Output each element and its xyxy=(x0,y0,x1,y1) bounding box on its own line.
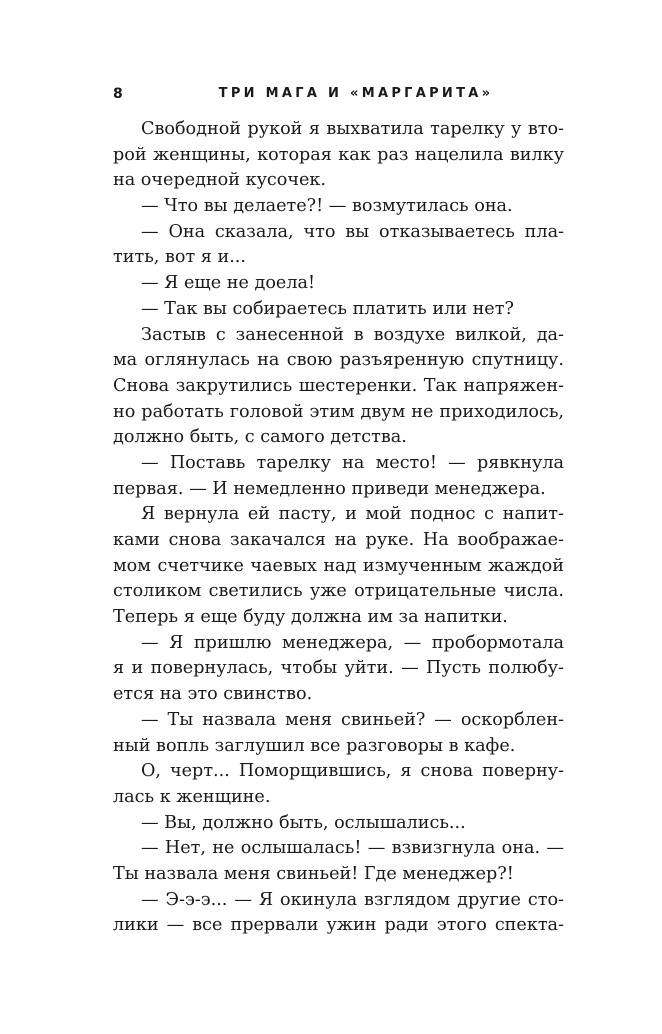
text-line: столиком светились уже отрицательные числа. xyxy=(113,581,564,602)
text-line: тить, вот я и... xyxy=(113,247,246,268)
text-line: Снова закрутились шестеренки. Так напряжен- xyxy=(113,375,564,396)
text-line: но работать головой этим двум не приходилось, xyxy=(113,401,564,422)
running-title: ТРИ МАГА И «МАРГАРИТА» xyxy=(218,86,494,101)
text-line: ками снова закачался на руке. На воображае- xyxy=(113,530,564,550)
page-header xyxy=(113,86,563,108)
text-line: — Ты назвала меня свиньей? — оскорблен- xyxy=(141,709,564,730)
text-line: — Так вы собираетесь платить или нет? xyxy=(141,298,514,319)
text-line: — Что вы делаете?! — возмутилась она. xyxy=(141,196,513,217)
text-line: О, черт... Поморщившись, я снова поверну- xyxy=(141,761,564,782)
text-line: ма оглянулась на свою разъяренную спутницу. xyxy=(113,350,564,371)
text-line: должно быть, с самого детства. xyxy=(113,427,407,448)
text-line: — Я пришлю менеджера, — пробормотала xyxy=(141,632,564,653)
page-number: 8 xyxy=(113,86,123,102)
text-line: ется на это свинство. xyxy=(113,684,313,705)
text-line: на очередной кусочек. xyxy=(113,170,327,191)
text-line: рой женщины, которая как раз нацелила вилку xyxy=(113,144,564,165)
text-line: — Вы, должно быть, ослышались... xyxy=(141,812,466,833)
text-line: — Э-э-э... — Я окинула взглядом другие сто- xyxy=(141,889,564,910)
text-line: Теперь я еще буду должна им за напитки. xyxy=(113,607,508,628)
text-line: Ты назвала меня свиньей! Где менеджер?! xyxy=(113,863,514,884)
text-line: я и повернулась, чтобы уйти. — Пусть полюбу- xyxy=(113,658,564,679)
text-line: — Она сказала, что вы отказываетесь пла- xyxy=(141,221,564,242)
text-line: лась к женщине. xyxy=(113,786,271,807)
text-line: Застыв с занесенной в воздухе вилкой, да- xyxy=(141,324,564,345)
text-line: первая. — И немедленно приведи менеджера. xyxy=(113,478,546,499)
text-line: ный вопль заглушил все разговоры в кафе. xyxy=(113,735,516,756)
text-line: — Нет, не ослышалась! — взвизгнула она. — xyxy=(141,838,564,859)
text-line: Свободной рукой я выхватила тарелку у вто- xyxy=(141,119,564,139)
text-line: мом счетчике чаевых над измученным жаждой xyxy=(113,555,564,576)
text-line: — Я еще не доела! xyxy=(141,273,316,294)
book-text xyxy=(113,117,564,939)
text-line: — Поставь тарелку на место! — рявкнула xyxy=(141,452,564,473)
text-line: лики — все прервали ужин ради этого спекта- xyxy=(113,915,564,936)
text-line: Я вернула ей пасту, и мой поднос с напит- xyxy=(141,504,564,525)
